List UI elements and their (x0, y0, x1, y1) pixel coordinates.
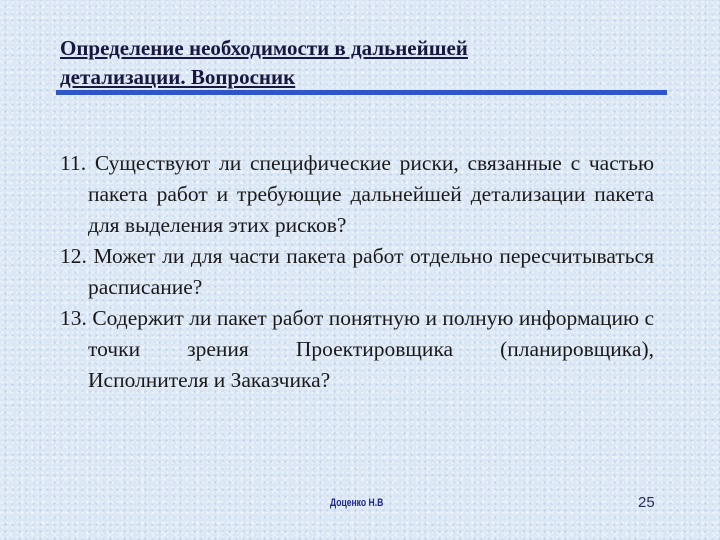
title-divider (56, 90, 667, 95)
question-list (60, 148, 654, 396)
question-text: Существуют ли специфические риски, связанные с частью пакета работ и требующие дальнейшей детализации пакета для выделения этих рисков? (88, 151, 655, 237)
question-text: Может ли для части пакета работ отдельно пересчитываться расписание? (88, 244, 655, 299)
slide-title-line-1: Определение необходимости в дальнейшей (60, 36, 468, 60)
slide-title-line-2: детализации. Вопросник (60, 65, 296, 89)
question-text: Содержит ли пакет работ понятную и полную информацию с точки зрения Проектировщика (планировщика), Исполнителя и Заказчика? (88, 306, 655, 392)
question-number: 13. (60, 306, 87, 330)
question-item (60, 241, 654, 303)
question-number: 12. (60, 244, 87, 268)
footer-author: Доценко Н.В (330, 497, 384, 509)
question-number: 11. (60, 151, 87, 175)
page-number: 25 (638, 494, 655, 511)
slide-title (60, 34, 620, 92)
question-item (60, 148, 654, 241)
question-item (60, 303, 654, 396)
